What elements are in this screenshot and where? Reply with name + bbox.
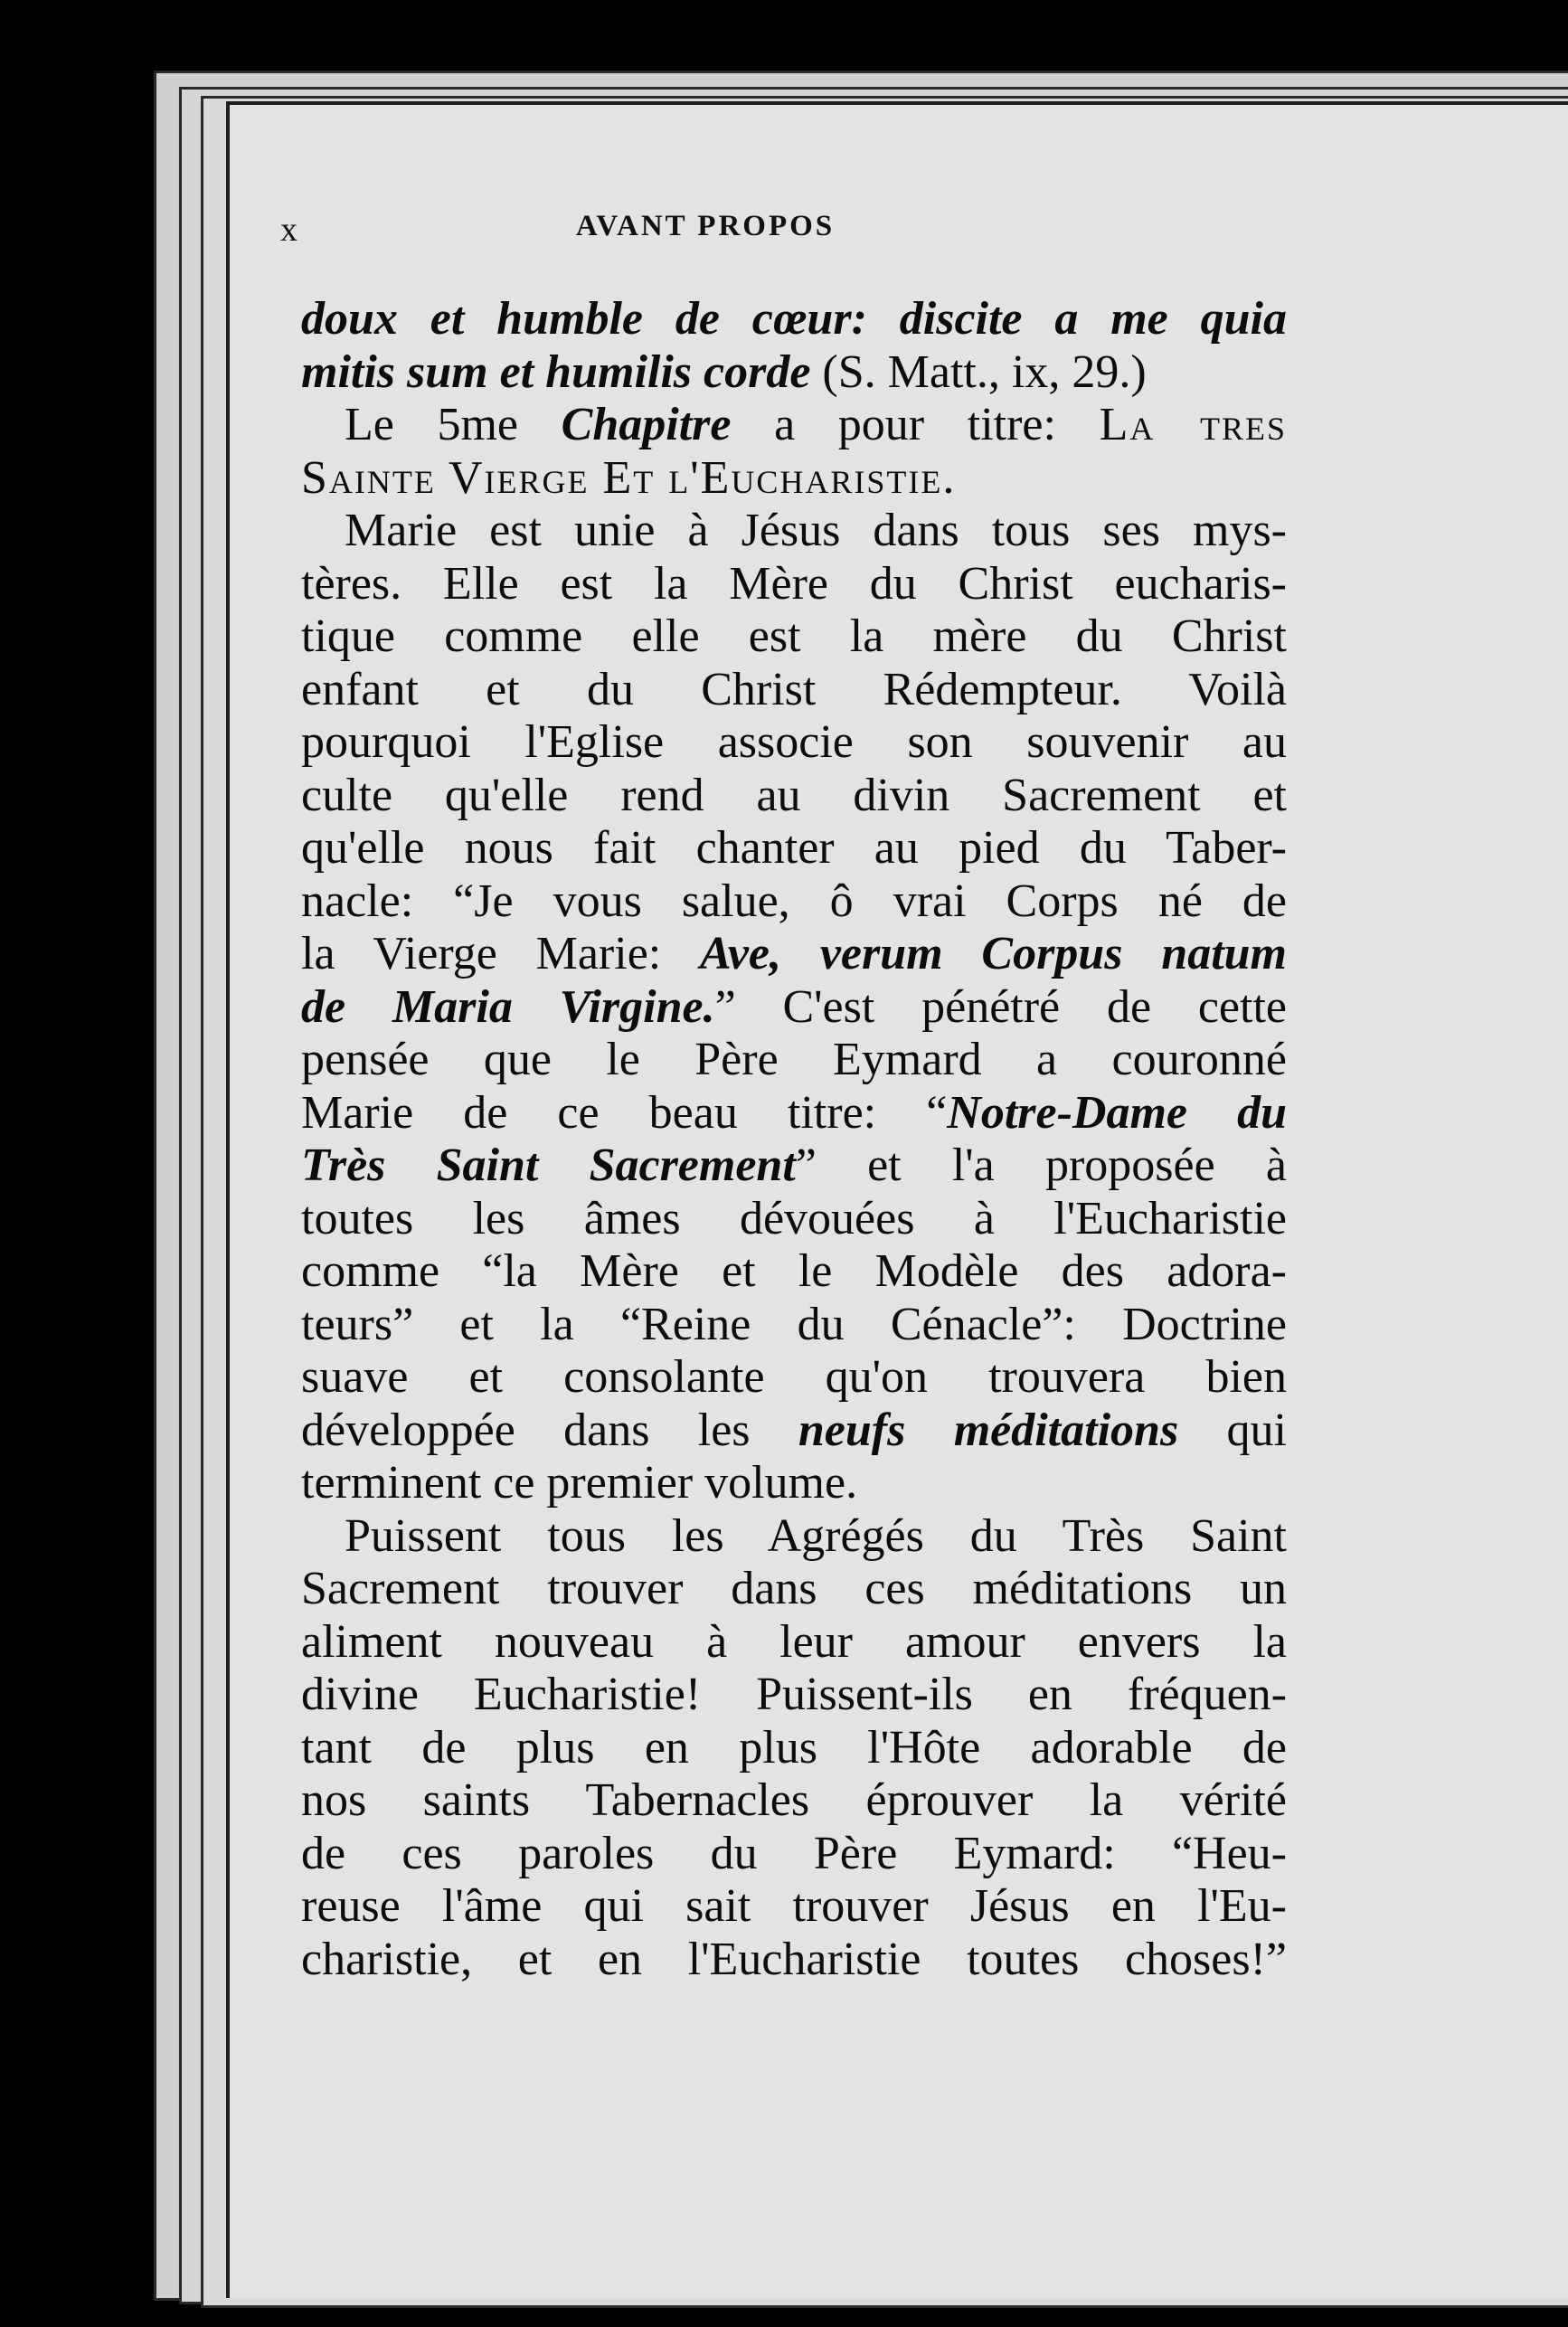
text-segment: nacle: “Je vous salue, ô vrai Corps né de xyxy=(301,875,1287,927)
text-line xyxy=(301,1616,1287,1670)
text-line xyxy=(301,1193,1287,1246)
text-line xyxy=(301,1828,1287,1881)
text-segment: qu'elle nous fait chanter au pied du Taber- xyxy=(301,822,1287,874)
text-line xyxy=(301,716,1287,770)
text-line xyxy=(301,1087,1287,1140)
text-segment: terminent ce premier volume. xyxy=(301,1457,858,1509)
small-caps-text: La tres xyxy=(1099,399,1287,450)
italic-text: doux et humble de cœur: discite a me quia xyxy=(301,293,1287,345)
text-line xyxy=(301,875,1287,929)
text-segment: (S. Matt., ix, 29.) xyxy=(810,345,1147,398)
text-segment: nos saints Tabernacles éprouver la vérité xyxy=(301,1774,1287,1826)
text-segment: Le 5me xyxy=(345,399,562,450)
text-line xyxy=(301,610,1287,664)
text-line xyxy=(301,1563,1287,1616)
text-line xyxy=(301,293,1287,346)
text-line xyxy=(301,1880,1287,1934)
text-line xyxy=(301,928,1287,981)
text-line xyxy=(301,770,1287,823)
italic-text: de Maria Virgine. xyxy=(301,980,715,1033)
text-segment: Sacrement trouver dans ces méditations un xyxy=(301,1563,1287,1614)
text-line xyxy=(301,505,1287,558)
page-number: x xyxy=(280,211,298,249)
text-segment: Puissent tous les Agrégés du Très Saint xyxy=(345,1509,1287,1562)
text-line xyxy=(301,1140,1287,1193)
text-segment: ” C'est pénétré de cette xyxy=(714,980,1287,1033)
text-line xyxy=(301,1669,1287,1722)
text-line xyxy=(301,1299,1287,1352)
body-text xyxy=(301,293,1287,1986)
text-segment: toutes les âmes dévouées à l'Eucharistie xyxy=(301,1192,1287,1244)
text-segment: tique comme elle est la mère du Christ xyxy=(301,610,1287,662)
text-line xyxy=(301,452,1287,506)
italic-text: Notre-Dame du xyxy=(947,1086,1288,1139)
text-line xyxy=(301,664,1287,717)
italic-text: mitis sum et humilis corde xyxy=(301,345,811,398)
text-segment: Marie de ce beau titre: “ xyxy=(301,1086,948,1139)
text-segment: de ces paroles du Père Eymard: “Heu- xyxy=(301,1827,1287,1879)
text-line xyxy=(301,981,1287,1035)
text-segment: tant de plus en plus l'Hôte adorable de xyxy=(301,1721,1287,1774)
text-segment: teurs” et la “Reine du Cénacle”: Doctrine xyxy=(301,1298,1287,1350)
text-segment: reuse l'âme qui sait trouver Jésus en l'Eu- xyxy=(301,1880,1287,1932)
text-segment: la Vierge Marie: xyxy=(301,928,701,979)
running-head xyxy=(280,210,1185,264)
text-line xyxy=(301,822,1287,875)
text-segment: pensée que le Père Eymard a couronné xyxy=(301,1034,1287,1085)
text-line xyxy=(301,1510,1287,1564)
text-segment: tères. Elle est la Mère du Christ eucharis- xyxy=(301,557,1287,610)
text-segment: suave et consolante qu'on trouvera bien xyxy=(301,1351,1287,1403)
text-segment: développée dans les xyxy=(301,1404,798,1456)
text-line xyxy=(301,1457,1287,1510)
text-line xyxy=(301,1722,1287,1775)
text-segment: ” et l'a proposée à xyxy=(795,1140,1287,1191)
text-segment: a pour titre: xyxy=(731,399,1100,450)
text-segment: culte qu'elle rend au divin Sacrement et xyxy=(301,769,1287,821)
text-segment: pourquoi l'Eglise associe son souvenir au xyxy=(301,716,1287,768)
text-segment: Marie est unie à Jésus dans tous ses mys- xyxy=(345,505,1287,556)
text-line xyxy=(301,1774,1287,1828)
text-line xyxy=(301,1034,1287,1087)
text-line xyxy=(301,1934,1287,1987)
italic-text: neufs méditations xyxy=(798,1404,1179,1456)
text-segment: charistie, et en l'Eucharistie toutes choses!” xyxy=(301,1933,1287,1985)
text-segment: qui xyxy=(1178,1404,1287,1456)
text-segment: enfant et du Christ Rédempteur. Voilà xyxy=(301,663,1287,715)
text-line xyxy=(301,1351,1287,1405)
text-line xyxy=(301,399,1287,452)
text-line xyxy=(301,1245,1287,1299)
running-title: AVANT PROPOS xyxy=(575,210,836,242)
italic-text: Ave, verum Corpus natum xyxy=(700,928,1288,979)
text-line xyxy=(301,558,1287,611)
italic-text: Chapitre xyxy=(561,399,732,450)
text-line xyxy=(301,346,1287,400)
italic-text: Très Saint Sacrement xyxy=(301,1140,796,1191)
text-segment: divine Eucharistie! Puissent-ils en fréquen- xyxy=(301,1669,1287,1720)
text-line xyxy=(301,1405,1287,1458)
text-segment: aliment nouveau à leur amour envers la xyxy=(301,1615,1287,1668)
small-caps-text: Sainte Vierge Et l'Eucharistie. xyxy=(301,451,957,504)
text-segment: comme “la Mère et le Modèle des adora- xyxy=(301,1245,1287,1297)
